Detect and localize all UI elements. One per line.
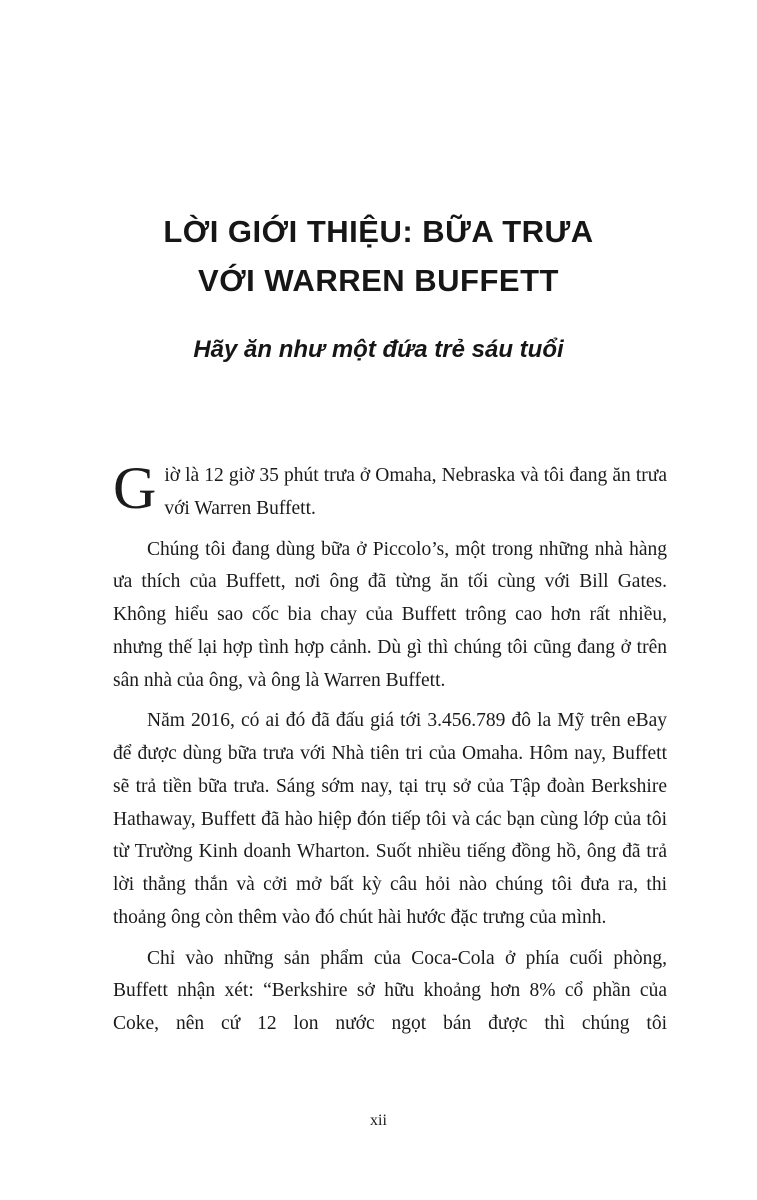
chapter-title — [0, 208, 757, 306]
chapter-title-line2: VỚI WARREN BUFFETT — [198, 262, 559, 298]
dropcap-letter: G — [113, 455, 157, 521]
page-number: xii — [370, 1112, 387, 1129]
chapter-subtitle: Hãy ăn như một đứa trẻ sáu tuổi — [193, 335, 564, 363]
body-text — [113, 455, 667, 1049]
opening-paragraph-text: iờ là 12 giờ 35 phút trưa ở Omaha, Nebraska và tôi đang ăn trưa với Warren Buffett. — [164, 465, 667, 519]
paragraph: Chỉ vào những sản phẩm của Coca-Cola ở phía cuối phòng, Buffett nhận xét: “Berkshire sở hữu khoảng hơn 8% cổ phần của Coke, nên cứ 12 lon nước ngọt bán được thì chúng tôi — [113, 947, 667, 1034]
chapter-title-line1: LỜI GIỚI THIỆU: BỮA TRƯA — [163, 214, 594, 249]
opening-paragraph — [113, 455, 667, 526]
paragraph: Chúng tôi đang dùng bữa ở Piccolo’s, một trong những nhà hàng ưa thích của Buffett, nơi ông đã từng ăn tối cùng với Bill Gates. Không hiểu sao cốc bia chay của Buffett trông cao hơn rất nhiều, nhưng thế lại hợp tình hợp cảnh. Dù gì thì chúng tôi cũng đang ở trên sân nhà của ông, và ông là Warren Buffett. — [113, 538, 667, 691]
paragraph: Năm 2016, có ai đó đã đấu giá tới 3.456.789 đô la Mỹ trên eBay để được dùng bữa trưa với Nhà tiên tri của Omaha. Hôm nay, Buffett sẽ trả tiền bữa trưa. Sáng sớm nay, tại trụ sở của Tập đoàn Berkshire Hathaway, Buffett đã hào hiệp đón tiếp tôi và các bạn cùng lớp của tôi từ Trường Kinh doanh Wharton. Suốt nhiều tiếng đồng hồ, ông đã trả lời thẳng thắn và cởi mở bất kỳ câu hỏi nào chúng tôi đưa ra, thi thoảng ông còn thêm vào đó chút hài hước đặc trưng của mình. — [113, 710, 667, 928]
